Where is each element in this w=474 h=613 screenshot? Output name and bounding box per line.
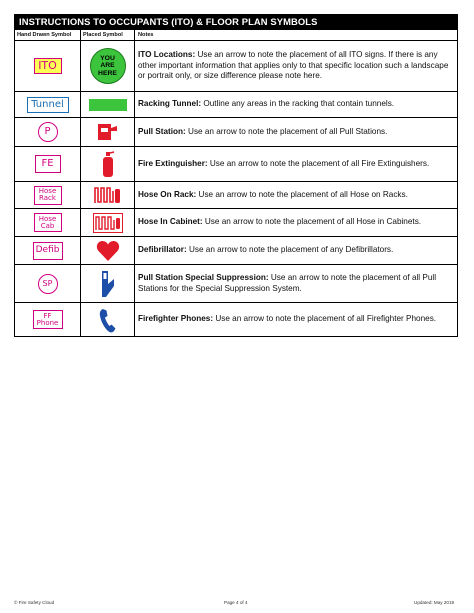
header-hand-drawn: Hand Drawn Symbol	[15, 30, 81, 40]
row-note: Hose In Cabinet: Use an arrow to note the placement of all Hose in Cabinets.	[138, 217, 422, 227]
hand-drawn-fire-extinguisher-symbol: FE	[35, 155, 61, 173]
row-note: Hose On Rack: Use an arrow to note the placement of all Hose on Racks.	[138, 189, 408, 199]
row-note: Fire Extinguisher: Use an arrow to note the placement of all Fire Extinguishers.	[138, 158, 430, 168]
table-title: INSTRUCTIONS TO OCCUPANTS (ITO) & FLOOR PLAN SYMBOLS	[15, 15, 457, 29]
row-note: Pull Station: Use an arrow to note the placement of all Pull Stations.	[138, 126, 388, 136]
footer-page-number: Page 4 of 4	[224, 600, 248, 605]
table-row	[15, 208, 457, 236]
table-row	[15, 264, 457, 302]
you-are-here-icon	[90, 48, 126, 84]
header-placed: Placed Symbol	[81, 30, 135, 40]
hose-cabinet-icon	[93, 213, 123, 233]
row-note: Firefighter Phones: Use an arrow to note the placement of all Firefighter Phones.	[138, 314, 437, 324]
heart-icon	[96, 240, 120, 262]
row-note: Pull Station Special Suppression: Use an arrow to note the placement of all Pull Stations for the Special Suppression System.	[138, 272, 437, 293]
row-note: Racking Tunnel: Outline any areas in the racking that contain tunnels.	[138, 99, 395, 109]
footer-updated: Updated: May 2019	[414, 600, 455, 605]
hand-drawn-pull-station-symbol: P	[38, 122, 58, 142]
hand-drawn-defib-symbol: Defib	[33, 242, 63, 260]
table-row	[15, 91, 457, 117]
hose-rack-icon	[93, 185, 123, 205]
header-row	[15, 29, 457, 40]
hand-drawn-hose-rack-symbol: Hose Rack	[34, 186, 62, 205]
table-row	[15, 181, 457, 208]
special-suppression-pull-station-icon	[99, 270, 117, 298]
table-row	[15, 40, 457, 91]
hand-drawn-ito-symbol: ITO	[34, 58, 62, 74]
telephone-icon	[99, 307, 117, 333]
row-note: ITO Locations: Use an arrow to note the placement of all ITO signs. If there is any other important information that applies only to that specific location such a landscape or portrait only, or size difference please note here.	[138, 50, 449, 81]
hand-drawn-special-suppression-symbol: SP	[38, 274, 58, 294]
hand-drawn-ff-phone-symbol: FF Phone	[33, 310, 63, 329]
row-note: Defibrillator: Use an arrow to note the placement of any Defibrillators.	[138, 245, 394, 255]
racking-tunnel-icon	[89, 99, 127, 111]
table-row	[15, 236, 457, 264]
pull-station-icon	[97, 122, 119, 142]
header-notes: Notes	[138, 32, 154, 38]
fire-extinguisher-icon	[100, 150, 116, 178]
hand-drawn-tunnel-symbol: Tunnel	[27, 97, 69, 113]
hand-drawn-hose-cabinet-symbol: Hose Cab	[34, 213, 62, 232]
table-row	[15, 117, 457, 146]
you-are-here-label: YOU ARE HERE	[98, 55, 117, 77]
table-row	[15, 146, 457, 181]
symbols-table	[14, 14, 458, 337]
table-row	[15, 302, 457, 336]
footer-copyright: © Fire Safety Cloud	[14, 600, 55, 605]
